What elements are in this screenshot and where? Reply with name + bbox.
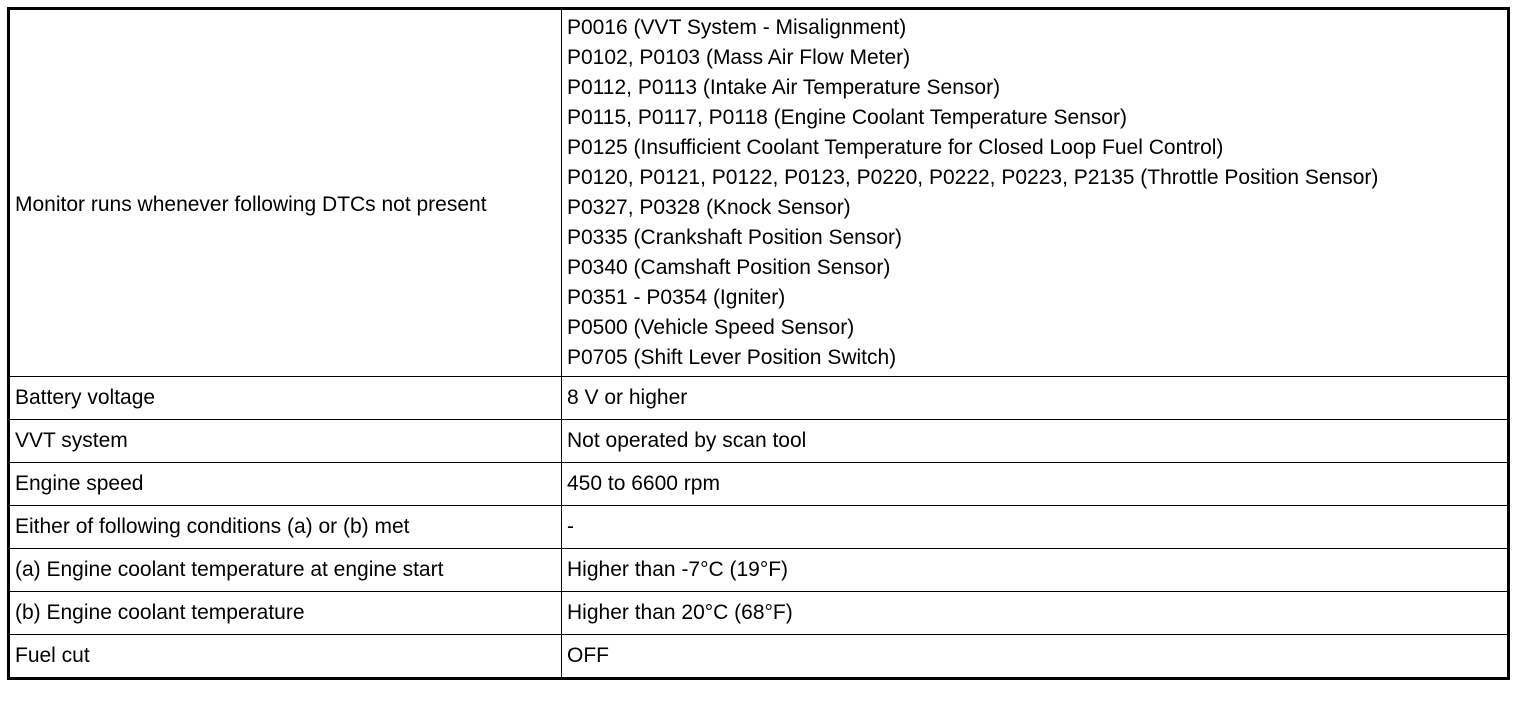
condition-cell: VVT system — [9, 420, 562, 463]
dtc-item: P0335 (Crankshaft Position Sensor) — [567, 226, 903, 249]
value-cell: Higher than -7°C (19°F) — [562, 549, 1509, 592]
dtc-item: P0327, P0328 (Knock Sensor) — [567, 196, 851, 219]
condition-cell: Engine speed — [9, 463, 562, 506]
dtc-item: P0500 (Vehicle Speed Sensor) — [567, 316, 855, 339]
dtc-item: P0351 - P0354 (Igniter) — [567, 286, 786, 309]
value-cell: Not operated by scan tool — [562, 420, 1509, 463]
table-row — [9, 592, 1509, 635]
condition-cell: Battery voltage — [9, 377, 562, 420]
value-cell: Higher than 20°C (68°F) — [562, 592, 1509, 635]
condition-cell: Either of following conditions (a) or (b) met — [9, 506, 562, 549]
dtc-item: P0102, P0103 (Mass Air Flow Meter) — [567, 46, 911, 69]
dtc-item: P0340 (Camshaft Position Sensor) — [567, 256, 891, 279]
dtc-item: P0120, P0121, P0122, P0123, P0220, P0222, P0223, P2135 (Throttle Position Sensor) — [567, 166, 1379, 189]
condition-cell: Monitor runs whenever following DTCs not present — [9, 9, 562, 377]
table-row — [9, 377, 1509, 420]
table-row — [9, 549, 1509, 592]
dtc-item: P0125 (Insufficient Coolant Temperature for Closed Loop Fuel Control) — [567, 136, 1224, 159]
condition-cell: Fuel cut — [9, 635, 562, 679]
value-cell: 8 V or higher — [562, 377, 1509, 420]
condition-cell: (a) Engine coolant temperature at engine start — [9, 549, 562, 592]
monitor-conditions-table — [7, 7, 1510, 680]
table-row — [9, 506, 1509, 549]
value-cell: - — [562, 506, 1509, 549]
dtc-item: P0112, P0113 (Intake Air Temperature Sensor) — [567, 76, 1001, 99]
table-row — [9, 463, 1509, 506]
table-row — [9, 420, 1509, 463]
dtc-item: P0705 (Shift Lever Position Switch) — [567, 346, 897, 369]
dtc-item: P0016 (VVT System - Misalignment) — [567, 16, 907, 39]
dtc-item: P0115, P0117, P0118 (Engine Coolant Temperature Sensor) — [567, 106, 1127, 129]
value-cell: 450 to 6600 rpm — [562, 463, 1509, 506]
condition-cell: (b) Engine coolant temperature — [9, 592, 562, 635]
dtc-list-cell — [562, 9, 1509, 377]
table-row — [9, 635, 1509, 679]
table-row — [9, 9, 1509, 377]
value-cell: OFF — [562, 635, 1509, 679]
